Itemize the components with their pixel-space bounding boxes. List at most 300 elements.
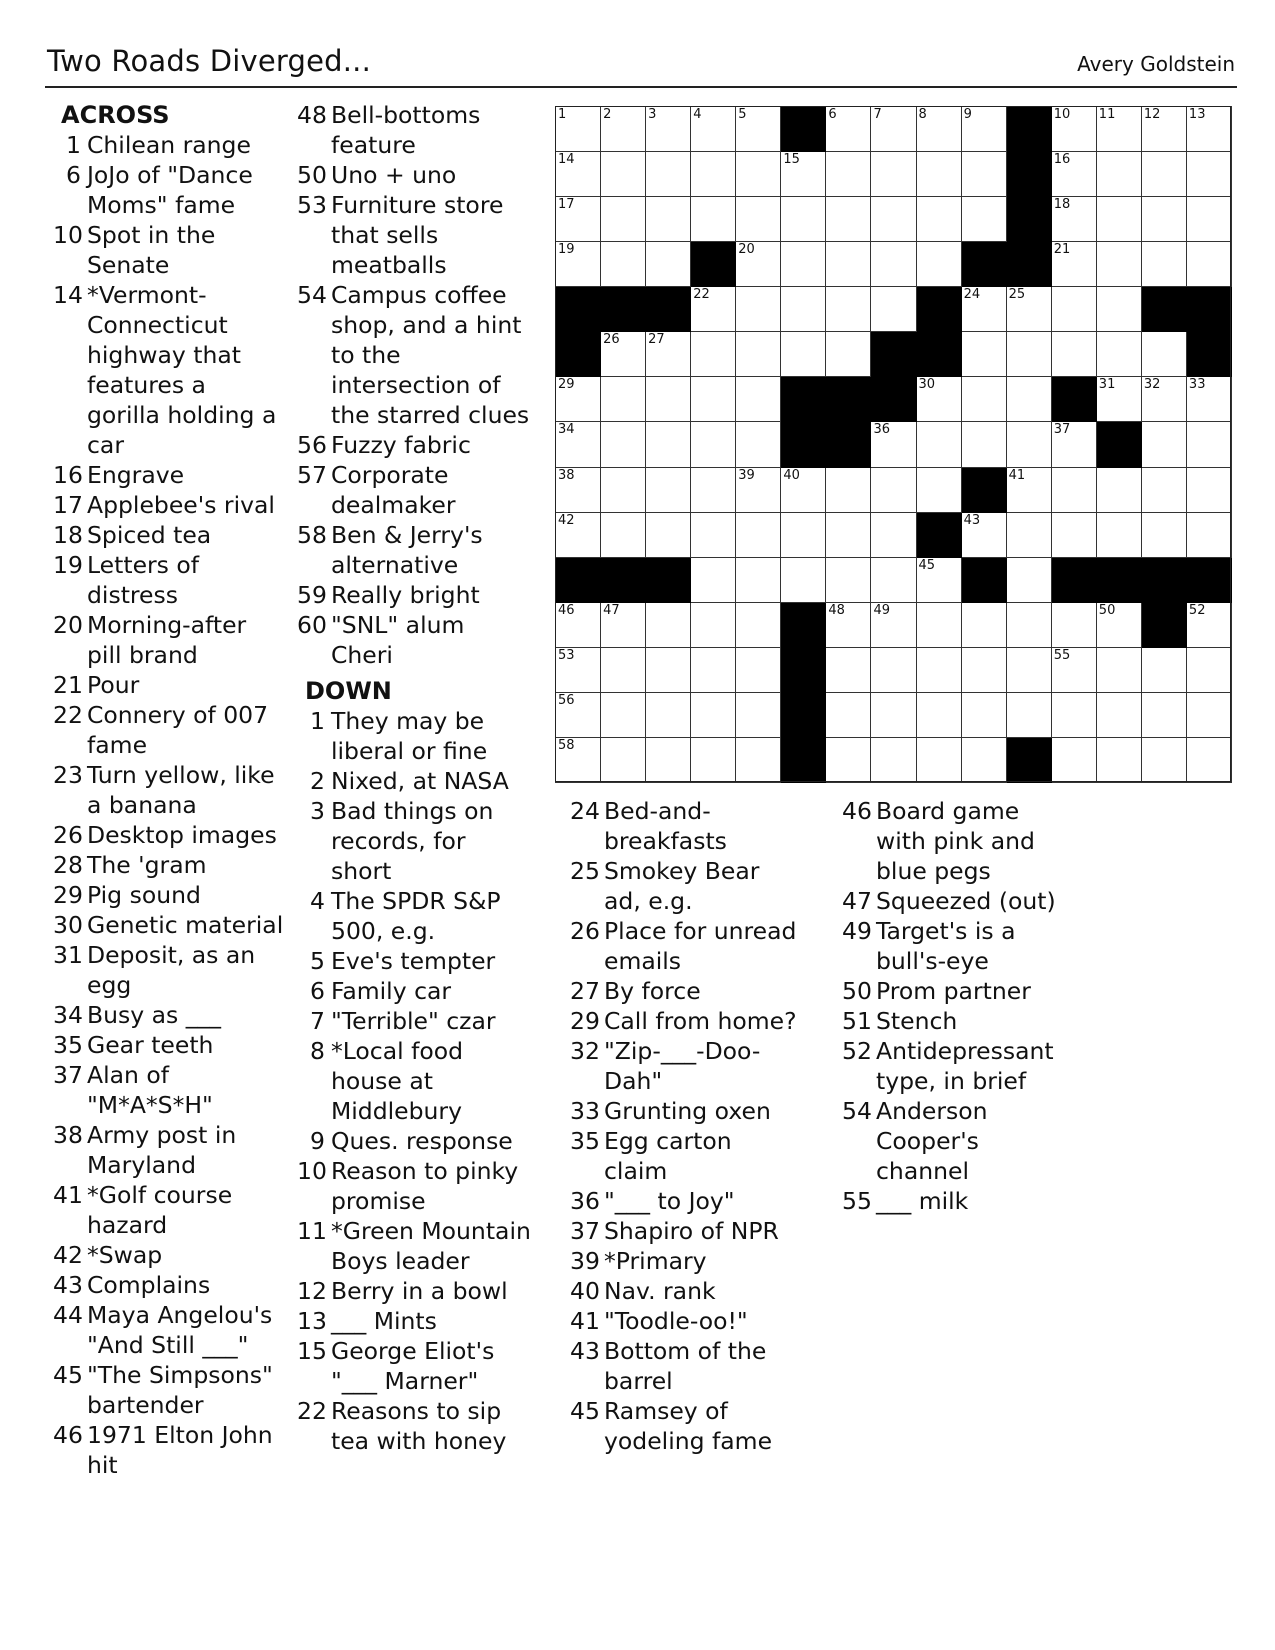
clue-item[interactable]: [53, 1000, 285, 1030]
grid-block: [825, 376, 871, 422]
grid-block: [825, 421, 871, 467]
grid-cell[interactable]: [735, 151, 781, 197]
clue-text: Berry in a bowl: [331, 1277, 508, 1305]
clue-item[interactable]: [297, 520, 531, 580]
grid-cell[interactable]: [1096, 196, 1142, 242]
clue-item[interactable]: [297, 1336, 531, 1396]
grid-cell[interactable]: [735, 331, 781, 377]
clue-item[interactable]: [842, 1096, 1074, 1186]
grid-cell[interactable]: [780, 286, 826, 332]
grid-cell[interactable]: [645, 602, 691, 648]
grid-cell[interactable]: [870, 692, 916, 738]
clue-item[interactable]: [297, 190, 531, 280]
grid-cell[interactable]: [1186, 376, 1232, 422]
grid-cell[interactable]: [916, 106, 962, 152]
grid-cell[interactable]: [1051, 737, 1097, 783]
grid-cell[interactable]: [1096, 331, 1142, 377]
grid-cell[interactable]: [1096, 467, 1142, 513]
grid-cell[interactable]: [645, 241, 691, 287]
grid-cell[interactable]: [1141, 692, 1187, 738]
grid-cell[interactable]: [961, 106, 1007, 152]
clue-item[interactable]: [53, 490, 285, 520]
clue-number: 54: [842, 1097, 872, 1125]
grid-cell[interactable]: [735, 106, 781, 152]
clue-number: 18: [53, 521, 83, 549]
grid-cell[interactable]: [1186, 692, 1232, 738]
grid-cell[interactable]: [1051, 467, 1097, 513]
grid-cell[interactable]: [1186, 196, 1232, 242]
clue-item[interactable]: [53, 910, 285, 940]
grid-cell[interactable]: [645, 106, 691, 152]
clue-item[interactable]: [297, 610, 531, 670]
clue-item[interactable]: [53, 1180, 285, 1240]
grid-cell[interactable]: [825, 106, 871, 152]
grid-cell[interactable]: [916, 196, 962, 242]
grid-cell[interactable]: [690, 376, 736, 422]
grid-cell[interactable]: [961, 331, 1007, 377]
clue-number: 2: [310, 767, 325, 795]
clue-item[interactable]: [297, 796, 531, 886]
grid-cell[interactable]: [870, 196, 916, 242]
clue-item[interactable]: [297, 706, 531, 766]
clue-item[interactable]: [570, 976, 802, 1006]
grid-cell[interactable]: [916, 602, 962, 648]
grid-cell[interactable]: [1096, 286, 1142, 332]
grid-cell[interactable]: [1006, 421, 1052, 467]
clue-item[interactable]: [570, 1126, 802, 1186]
grid-cell[interactable]: [600, 196, 646, 242]
grid-cell[interactable]: [1051, 692, 1097, 738]
clue-number: 37: [53, 1061, 83, 1089]
grid-cell[interactable]: [780, 196, 826, 242]
grid-cell[interactable]: [1096, 151, 1142, 197]
clue-text: JoJo of "Dance Moms" fame: [87, 161, 253, 219]
clue-item[interactable]: [53, 940, 285, 1000]
clue-item[interactable]: [297, 1276, 531, 1306]
clue-text: Anderson Cooper's channel: [876, 1097, 988, 1185]
grid-cell[interactable]: [1006, 692, 1052, 738]
grid-cell[interactable]: [735, 737, 781, 783]
grid-cell[interactable]: [555, 602, 601, 648]
grid-cell[interactable]: [1051, 151, 1097, 197]
grid-cell[interactable]: [1096, 692, 1142, 738]
grid-cell[interactable]: [825, 692, 871, 738]
clue-item[interactable]: [570, 1096, 802, 1126]
grid-cell[interactable]: [1051, 196, 1097, 242]
clue-text: Really bright: [331, 581, 480, 609]
clue-text: *Green Mountain Boys leader: [331, 1217, 531, 1275]
grid-cell[interactable]: [1141, 467, 1187, 513]
grid-cell[interactable]: [555, 647, 601, 693]
clue-number: 28: [53, 851, 83, 879]
grid-cell[interactable]: [735, 557, 781, 603]
grid-cell[interactable]: [1006, 557, 1052, 603]
clue-item[interactable]: [53, 850, 285, 880]
grid-cell[interactable]: [600, 737, 646, 783]
grid-cell[interactable]: [961, 602, 1007, 648]
grid-cell[interactable]: [825, 602, 871, 648]
clue-item[interactable]: [570, 1396, 802, 1456]
grid-cell[interactable]: [690, 421, 736, 467]
clue-number: 1: [66, 131, 81, 159]
grid-cell[interactable]: [735, 602, 781, 648]
grid-cell[interactable]: [1141, 151, 1187, 197]
grid-cell[interactable]: [735, 692, 781, 738]
grid-cell[interactable]: [916, 647, 962, 693]
grid-cell[interactable]: [1051, 241, 1097, 287]
grid-cell[interactable]: [825, 151, 871, 197]
clue-item[interactable]: [53, 1060, 285, 1120]
grid-cell[interactable]: [690, 467, 736, 513]
grid-cell[interactable]: [555, 241, 601, 287]
grid-cell[interactable]: [961, 421, 1007, 467]
grid-cell[interactable]: [555, 106, 601, 152]
grid-block: [1006, 151, 1052, 197]
clue-item[interactable]: [570, 1336, 802, 1396]
grid-cell[interactable]: [1186, 737, 1232, 783]
clue-item[interactable]: [53, 520, 285, 550]
grid-cell[interactable]: [735, 512, 781, 558]
clue-item[interactable]: [570, 1036, 802, 1096]
grid-cell[interactable]: [735, 647, 781, 693]
grid-cell[interactable]: [961, 737, 1007, 783]
clue-item[interactable]: [53, 760, 285, 820]
clue-item[interactable]: [53, 1360, 285, 1420]
clue-text: Egg carton claim: [604, 1127, 732, 1185]
grid-block: [780, 692, 826, 738]
grid-cell[interactable]: [645, 151, 691, 197]
grid-cell[interactable]: [825, 286, 871, 332]
grid-cell[interactable]: [870, 467, 916, 513]
clue-item[interactable]: [297, 580, 531, 610]
grid-cell[interactable]: [645, 421, 691, 467]
clue-item[interactable]: [570, 1216, 802, 1246]
clue-item[interactable]: [570, 1006, 802, 1036]
grid-cell[interactable]: [555, 692, 601, 738]
grid-cell[interactable]: [1186, 421, 1232, 467]
grid-cell[interactable]: [780, 151, 826, 197]
grid-cell[interactable]: [825, 647, 871, 693]
grid-cell[interactable]: [916, 737, 962, 783]
grid-cell[interactable]: [1141, 421, 1187, 467]
grid-cell[interactable]: [690, 512, 736, 558]
grid-cell[interactable]: [1186, 241, 1232, 287]
clue-number: 25: [570, 857, 600, 885]
clue-item[interactable]: [570, 1306, 802, 1336]
grid-cell[interactable]: [690, 737, 736, 783]
clue-item[interactable]: [297, 766, 531, 796]
clue-item[interactable]: [297, 430, 531, 460]
grid-cell[interactable]: [1186, 106, 1232, 152]
grid-cell[interactable]: [555, 196, 601, 242]
grid-cell[interactable]: [645, 467, 691, 513]
grid-cell[interactable]: [825, 512, 871, 558]
grid-cell[interactable]: [961, 196, 1007, 242]
clue-item[interactable]: [297, 1216, 531, 1276]
grid-block: [870, 331, 916, 377]
grid-cell[interactable]: [645, 331, 691, 377]
clue-item[interactable]: [297, 1006, 531, 1036]
clue-text: 1971 Elton John hit: [87, 1421, 273, 1479]
grid-cell[interactable]: [555, 376, 601, 422]
grid-cell[interactable]: [600, 241, 646, 287]
clue-item[interactable]: [297, 460, 531, 520]
grid-cell[interactable]: [735, 241, 781, 287]
clue-number: 50: [842, 977, 872, 1005]
grid-cell[interactable]: [825, 557, 871, 603]
clue-number: 9: [310, 1127, 325, 1155]
grid-cell[interactable]: [825, 737, 871, 783]
grid-cell[interactable]: [735, 421, 781, 467]
clue-item[interactable]: [842, 1036, 1074, 1096]
grid-cell[interactable]: [690, 331, 736, 377]
grid-cell[interactable]: [1186, 151, 1232, 197]
grid-cell[interactable]: [870, 286, 916, 332]
grid-cell[interactable]: [1096, 602, 1142, 648]
grid-cell[interactable]: [780, 557, 826, 603]
clue-item[interactable]: [842, 976, 1074, 1006]
clue-item[interactable]: [297, 1306, 531, 1336]
grid-cell[interactable]: [961, 647, 1007, 693]
grid-cell[interactable]: [1096, 647, 1142, 693]
clue-number: 21: [53, 671, 83, 699]
grid-cell[interactable]: [555, 512, 601, 558]
clue-item[interactable]: [570, 856, 802, 916]
grid-cell[interactable]: [1186, 512, 1232, 558]
grid-cell[interactable]: [870, 557, 916, 603]
grid-cell[interactable]: [1141, 196, 1187, 242]
clue-item[interactable]: [842, 886, 1074, 916]
grid-cell[interactable]: [870, 512, 916, 558]
grid-cell[interactable]: [600, 376, 646, 422]
grid-cell[interactable]: [961, 376, 1007, 422]
clue-item[interactable]: [53, 1120, 285, 1180]
clue-number: 35: [570, 1127, 600, 1155]
clue-item[interactable]: [297, 1126, 531, 1156]
grid-cell[interactable]: [825, 196, 871, 242]
grid-cell[interactable]: [645, 512, 691, 558]
clue-item[interactable]: [53, 1420, 285, 1480]
clue-number: 47: [842, 887, 872, 915]
grid-cell[interactable]: [1006, 467, 1052, 513]
clue-text: Board game with pink and blue pegs: [876, 797, 1035, 885]
grid-cell[interactable]: [1006, 647, 1052, 693]
grid-cell[interactable]: [1141, 512, 1187, 558]
grid-cell[interactable]: [690, 557, 736, 603]
grid-cell[interactable]: [870, 151, 916, 197]
clue-item[interactable]: [53, 820, 285, 850]
grid-cell[interactable]: [870, 241, 916, 287]
grid-cell[interactable]: [1186, 647, 1232, 693]
grid-cell[interactable]: [600, 421, 646, 467]
grid-cell[interactable]: [690, 647, 736, 693]
clue-number: 6: [310, 977, 325, 1005]
grid-cell[interactable]: [916, 376, 962, 422]
grid-cell[interactable]: [870, 421, 916, 467]
clue-item[interactable]: [297, 976, 531, 1006]
clue-number: 26: [570, 917, 600, 945]
grid-cell[interactable]: [1186, 602, 1232, 648]
clue-item[interactable]: [297, 946, 531, 976]
clue-number: 34: [53, 1001, 83, 1029]
grid-cell[interactable]: [870, 737, 916, 783]
grid-cell[interactable]: [600, 647, 646, 693]
clue-item[interactable]: [53, 700, 285, 760]
clue-item[interactable]: [297, 100, 531, 160]
grid-cell[interactable]: [1096, 512, 1142, 558]
grid-cell[interactable]: [1006, 331, 1052, 377]
grid-cell[interactable]: [690, 602, 736, 648]
grid-cell[interactable]: [690, 692, 736, 738]
grid-cell[interactable]: [1141, 737, 1187, 783]
grid-cell[interactable]: [600, 512, 646, 558]
grid-cell[interactable]: [825, 331, 871, 377]
grid-cell[interactable]: [916, 692, 962, 738]
grid-cell[interactable]: [645, 376, 691, 422]
clue-number: 56: [297, 431, 327, 459]
grid-cell[interactable]: [916, 467, 962, 513]
grid-cell[interactable]: [600, 151, 646, 197]
clue-item[interactable]: [297, 1156, 531, 1216]
grid-cell[interactable]: [1186, 467, 1232, 513]
grid-cell[interactable]: [916, 421, 962, 467]
clue-item[interactable]: [53, 610, 285, 670]
grid-block: [645, 286, 691, 332]
grid-cell[interactable]: [690, 286, 736, 332]
grid-cell[interactable]: [555, 737, 601, 783]
clue-item[interactable]: [53, 1300, 285, 1360]
grid-block: [1186, 331, 1232, 377]
clue-item[interactable]: [53, 550, 285, 610]
grid-cell[interactable]: [1051, 602, 1097, 648]
grid-cell[interactable]: [735, 286, 781, 332]
grid-cell[interactable]: [870, 647, 916, 693]
grid-cell[interactable]: [961, 286, 1007, 332]
grid-cell[interactable]: [1141, 331, 1187, 377]
grid-cell[interactable]: [690, 196, 736, 242]
grid-cell[interactable]: [780, 467, 826, 513]
cell-number: 11: [1098, 107, 1116, 122]
grid-cell[interactable]: [780, 512, 826, 558]
clue-number: 22: [297, 1397, 327, 1425]
grid-cell[interactable]: [916, 557, 962, 603]
grid-cell[interactable]: [1006, 602, 1052, 648]
grid-cell[interactable]: [1141, 647, 1187, 693]
grid-cell[interactable]: [600, 106, 646, 152]
grid-cell[interactable]: [600, 331, 646, 377]
grid-cell[interactable]: [735, 376, 781, 422]
grid-cell[interactable]: [555, 421, 601, 467]
grid-cell[interactable]: [870, 602, 916, 648]
grid-cell[interactable]: [555, 467, 601, 513]
grid-cell[interactable]: [1096, 241, 1142, 287]
clue-item[interactable]: [570, 1186, 802, 1216]
grid-cell[interactable]: [1051, 286, 1097, 332]
clue-item[interactable]: [53, 670, 285, 700]
grid-cell[interactable]: [1051, 512, 1097, 558]
grid-cell[interactable]: [870, 106, 916, 152]
grid-cell[interactable]: [1006, 376, 1052, 422]
grid-cell[interactable]: [735, 196, 781, 242]
grid-cell[interactable]: [1051, 421, 1097, 467]
clue-item[interactable]: [53, 130, 285, 160]
cell-number: 38: [558, 467, 575, 483]
clue-item[interactable]: [53, 160, 285, 220]
clue-item[interactable]: [570, 796, 802, 856]
grid-cell[interactable]: [735, 467, 781, 513]
grid-cell[interactable]: [1096, 737, 1142, 783]
clue-item[interactable]: [297, 886, 531, 946]
grid-block: [690, 241, 736, 287]
clue-item[interactable]: [53, 220, 285, 280]
grid-cell[interactable]: [780, 331, 826, 377]
grid-cell[interactable]: [825, 467, 871, 513]
clue-text: Bad things on records, for short: [331, 797, 494, 885]
grid-cell[interactable]: [1051, 647, 1097, 693]
grid-cell[interactable]: [916, 151, 962, 197]
grid-cell[interactable]: [961, 512, 1007, 558]
clue-item[interactable]: [297, 160, 531, 190]
grid-cell[interactable]: [961, 692, 1007, 738]
clue-item[interactable]: [297, 280, 531, 430]
grid-cell[interactable]: [1051, 106, 1097, 152]
clue-item[interactable]: [842, 796, 1074, 886]
grid-cell[interactable]: [780, 241, 826, 287]
grid-cell[interactable]: [1051, 331, 1097, 377]
clue-item[interactable]: [842, 916, 1074, 976]
clue-item[interactable]: [53, 1030, 285, 1060]
grid-block: [916, 286, 962, 332]
grid-cell[interactable]: [825, 241, 871, 287]
grid-cell[interactable]: [1141, 376, 1187, 422]
grid-cell[interactable]: [645, 737, 691, 783]
grid-cell[interactable]: [600, 692, 646, 738]
clue-item[interactable]: [570, 1246, 802, 1276]
grid-cell[interactable]: [1006, 286, 1052, 332]
clue-item[interactable]: [842, 1006, 1074, 1036]
clue-item[interactable]: [53, 460, 285, 490]
grid-cell[interactable]: [961, 151, 1007, 197]
clue-item[interactable]: [53, 280, 285, 460]
grid-cell[interactable]: [600, 467, 646, 513]
grid-cell[interactable]: [690, 151, 736, 197]
clue-item[interactable]: [297, 1036, 531, 1126]
grid-cell[interactable]: [1006, 512, 1052, 558]
grid-cell[interactable]: [1096, 376, 1142, 422]
cell-number: 46: [558, 602, 575, 618]
grid-cell[interactable]: [555, 151, 601, 197]
clue-item[interactable]: [53, 1240, 285, 1270]
grid-cell[interactable]: [645, 647, 691, 693]
clue-item[interactable]: [53, 1270, 285, 1300]
grid-cell[interactable]: [600, 602, 646, 648]
grid-cell[interactable]: [690, 106, 736, 152]
crossword-grid[interactable]: [555, 106, 1231, 782]
grid-cell[interactable]: [645, 196, 691, 242]
grid-cell[interactable]: [1141, 241, 1187, 287]
clue-text: Spiced tea: [87, 521, 212, 549]
grid-cell[interactable]: [1141, 106, 1187, 152]
clue-item[interactable]: [297, 1396, 531, 1456]
clue-item[interactable]: [570, 1276, 802, 1306]
grid-cell[interactable]: [916, 241, 962, 287]
grid-cell[interactable]: [645, 692, 691, 738]
clue-item[interactable]: [570, 916, 802, 976]
grid-cell[interactable]: [1096, 106, 1142, 152]
puzzle-title: Two Roads Diverged...: [47, 44, 372, 78]
clue-item[interactable]: [842, 1186, 1074, 1216]
clue-item[interactable]: [53, 880, 285, 910]
